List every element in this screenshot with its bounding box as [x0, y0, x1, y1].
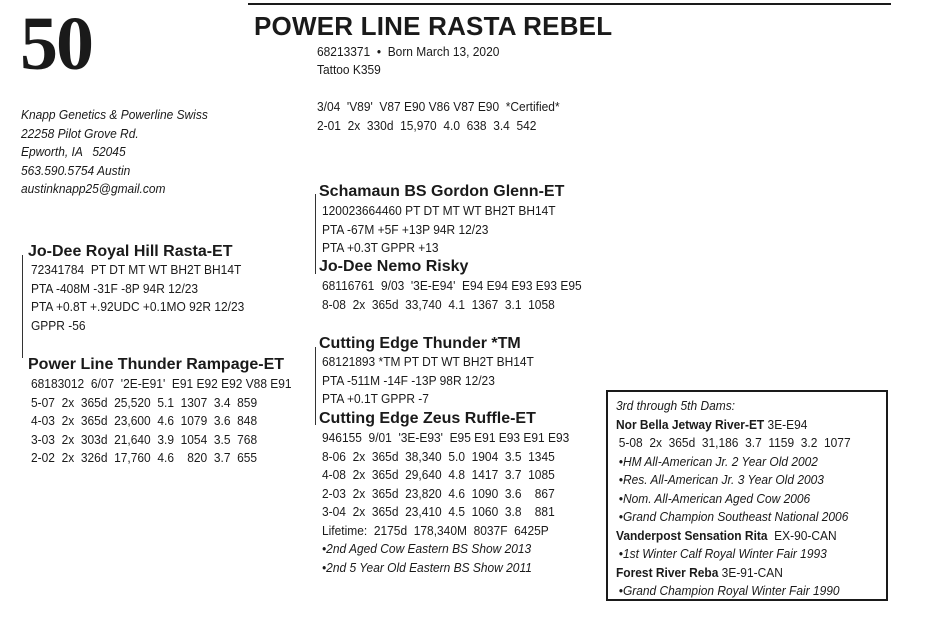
sire-sire-name: Schamaun BS Gordon Glenn-ET	[319, 183, 565, 200]
sire-name: Jo-Dee Royal Hill Rasta-ET	[28, 243, 233, 260]
dam-sire-name: Cutting Edge Thunder *TM	[319, 335, 521, 352]
dam4-class: EX-90-CAN	[767, 527, 837, 543]
dam5-row	[616, 564, 851, 583]
header-rule	[248, 3, 891, 5]
animal-tattoo: Tattoo K359	[317, 62, 381, 77]
sire-sire-line: PTA +0.3T GPPR +13	[322, 240, 439, 255]
sire-dam-name: Jo-Dee Nemo Risky	[319, 258, 469, 275]
dam-record-row: 2-02 2x 326d 17,760 4.6 820 3.7 655	[31, 450, 258, 465]
dam-sire-line: 68121893 *TM PT DT WT BH2T BH14T	[322, 354, 534, 369]
dam3-class: 3E-E94	[764, 416, 808, 432]
dam-dam-record-row: 4-08 2x 365d 29,640 4.8 1417 3.7 1085	[322, 467, 555, 482]
dam-dam-award: •2nd 5 Year Old Eastern BS Show 2011	[322, 559, 532, 575]
dam3-award: •Res. All-American Jr. 3 Year Old 2003	[618, 472, 824, 487]
dam-dam-record-row: 3-04 2x 365d 23,410 4.5 1060 3.8 881	[322, 504, 555, 519]
dam-dam-line: 946155 9/01 '3E-E93' E95 E91 E93 E91 E93	[322, 430, 570, 445]
sire-line: GPPR -56	[31, 317, 86, 333]
sire-line: 72341784 PT DT MT WT BH2T BH14T	[31, 262, 242, 277]
dam-dam-record-row: 8-06 2x 365d 38,340 5.0 1904 3.5 1345	[322, 448, 555, 464]
sire-sire-details	[322, 202, 576, 258]
pedigree-connector	[315, 347, 316, 425]
consignor-line: 563.590.5754 Austin	[21, 162, 131, 178]
sire-line: PTA -408M -31F -8P 94R 12/23	[31, 280, 199, 296]
dam-line: 68183012 6/07 '2E-E91' E91 E92 E92 V88 E91	[31, 376, 292, 391]
dam-dam-award: •2nd Aged Cow Eastern BS Show 2013	[322, 541, 532, 556]
dam-sire-details	[322, 353, 552, 409]
dams-box	[606, 390, 888, 601]
dam4-award: •1st Winter Calf Royal Winter Fair 1993	[618, 546, 827, 561]
consignor-line: 22258 Pilot Grove Rd.	[21, 125, 139, 141]
dam4-name: Vanderpost Sensation Rita	[616, 527, 768, 543]
sire-sire-line: 120023664460 PT DT MT WT BH2T BH14T	[322, 203, 556, 218]
consignor-line: Epworth, IA 52045	[21, 144, 126, 159]
dam-record-row: 5-07 2x 365d 25,520 5.1 1307 3.4 859	[31, 394, 258, 410]
sire-details	[31, 261, 263, 335]
dam-dam-name: Cutting Edge Zeus Ruffle-ET	[319, 410, 536, 427]
sire-sire-line: PTA -67M +5F +13P 94R 12/23	[322, 221, 489, 237]
consignor-block	[21, 106, 224, 199]
dam-dam-record-row: 2-03 2x 365d 23,820 4.6 1090 3.6 867	[322, 485, 555, 501]
dam3-name: Nor Bella Jetway River-ET	[616, 416, 765, 432]
sire-dam-details	[322, 277, 604, 314]
pedigree-connector	[22, 255, 23, 358]
consignor-line: Knapp Genetics & Powerline Swiss	[21, 107, 208, 122]
dam3-award: •Grand Champion Southeast National 2006	[618, 509, 849, 524]
dam-dam-details	[322, 429, 591, 577]
dam-dam-lifetime: Lifetime: 2175d 178,340M 8037F 6425P	[322, 522, 549, 538]
dam3-award: •HM All-American Jr. 2 Year Old 2002	[618, 453, 818, 469]
dam-sire-line: PTA -511M -14F -13P 98R 12/23	[322, 372, 495, 388]
sire-line: PTA +0.8T +.92UDC +0.1MO 92R 12/23	[31, 299, 245, 314]
dam3-record: 5-08 2x 365d 31,186 3.7 1159 3.2 1077	[618, 435, 851, 450]
animal-id-line: 68213371 • Born March 13, 2020	[317, 44, 500, 59]
dam3-row	[616, 416, 851, 435]
lot-number: 50	[20, 2, 92, 86]
dam5-award: •Grand Champion Royal Winter Fair 1990	[618, 583, 840, 598]
dam4-row	[616, 527, 851, 546]
animal-classification: 3/04 'V89' V87 E90 V86 V87 E90 *Certified*	[317, 99, 560, 114]
dam5-name: Forest River Reba	[616, 564, 719, 580]
dam-record-row: 4-03 2x 365d 23,600 4.6 1079 3.6 848	[31, 413, 258, 428]
consignor-email: austinknapp25@gmail.com	[21, 181, 166, 196]
sire-dam-line: 68116761 9/03 '3E-E94' E94 E94 E93 E93 E95	[322, 278, 582, 293]
animal-record: 2-01 2x 330d 15,970 4.0 638 3.4 542	[317, 118, 537, 133]
dam-sire-line: PTA +0.1T GPPR -7	[322, 391, 429, 406]
dam-name: Power Line Thunder Rampage-ET	[28, 356, 285, 373]
dams-box-heading: 3rd through 5th Dams:	[616, 398, 736, 413]
dam3-award: •Nom. All-American Aged Cow 2006	[618, 490, 811, 506]
dam-record-row: 3-03 2x 303d 21,640 3.9 1054 3.5 768	[31, 431, 258, 447]
sire-dam-line: 8-08 2x 365d 33,740 4.1 1367 3.1 1058	[322, 296, 555, 312]
dam5-class: 3E-91-CAN	[718, 564, 783, 580]
animal-name: POWER LINE RASTA REBEL	[254, 11, 613, 41]
pedigree-connector	[315, 194, 316, 274]
dam-details	[31, 375, 314, 468]
